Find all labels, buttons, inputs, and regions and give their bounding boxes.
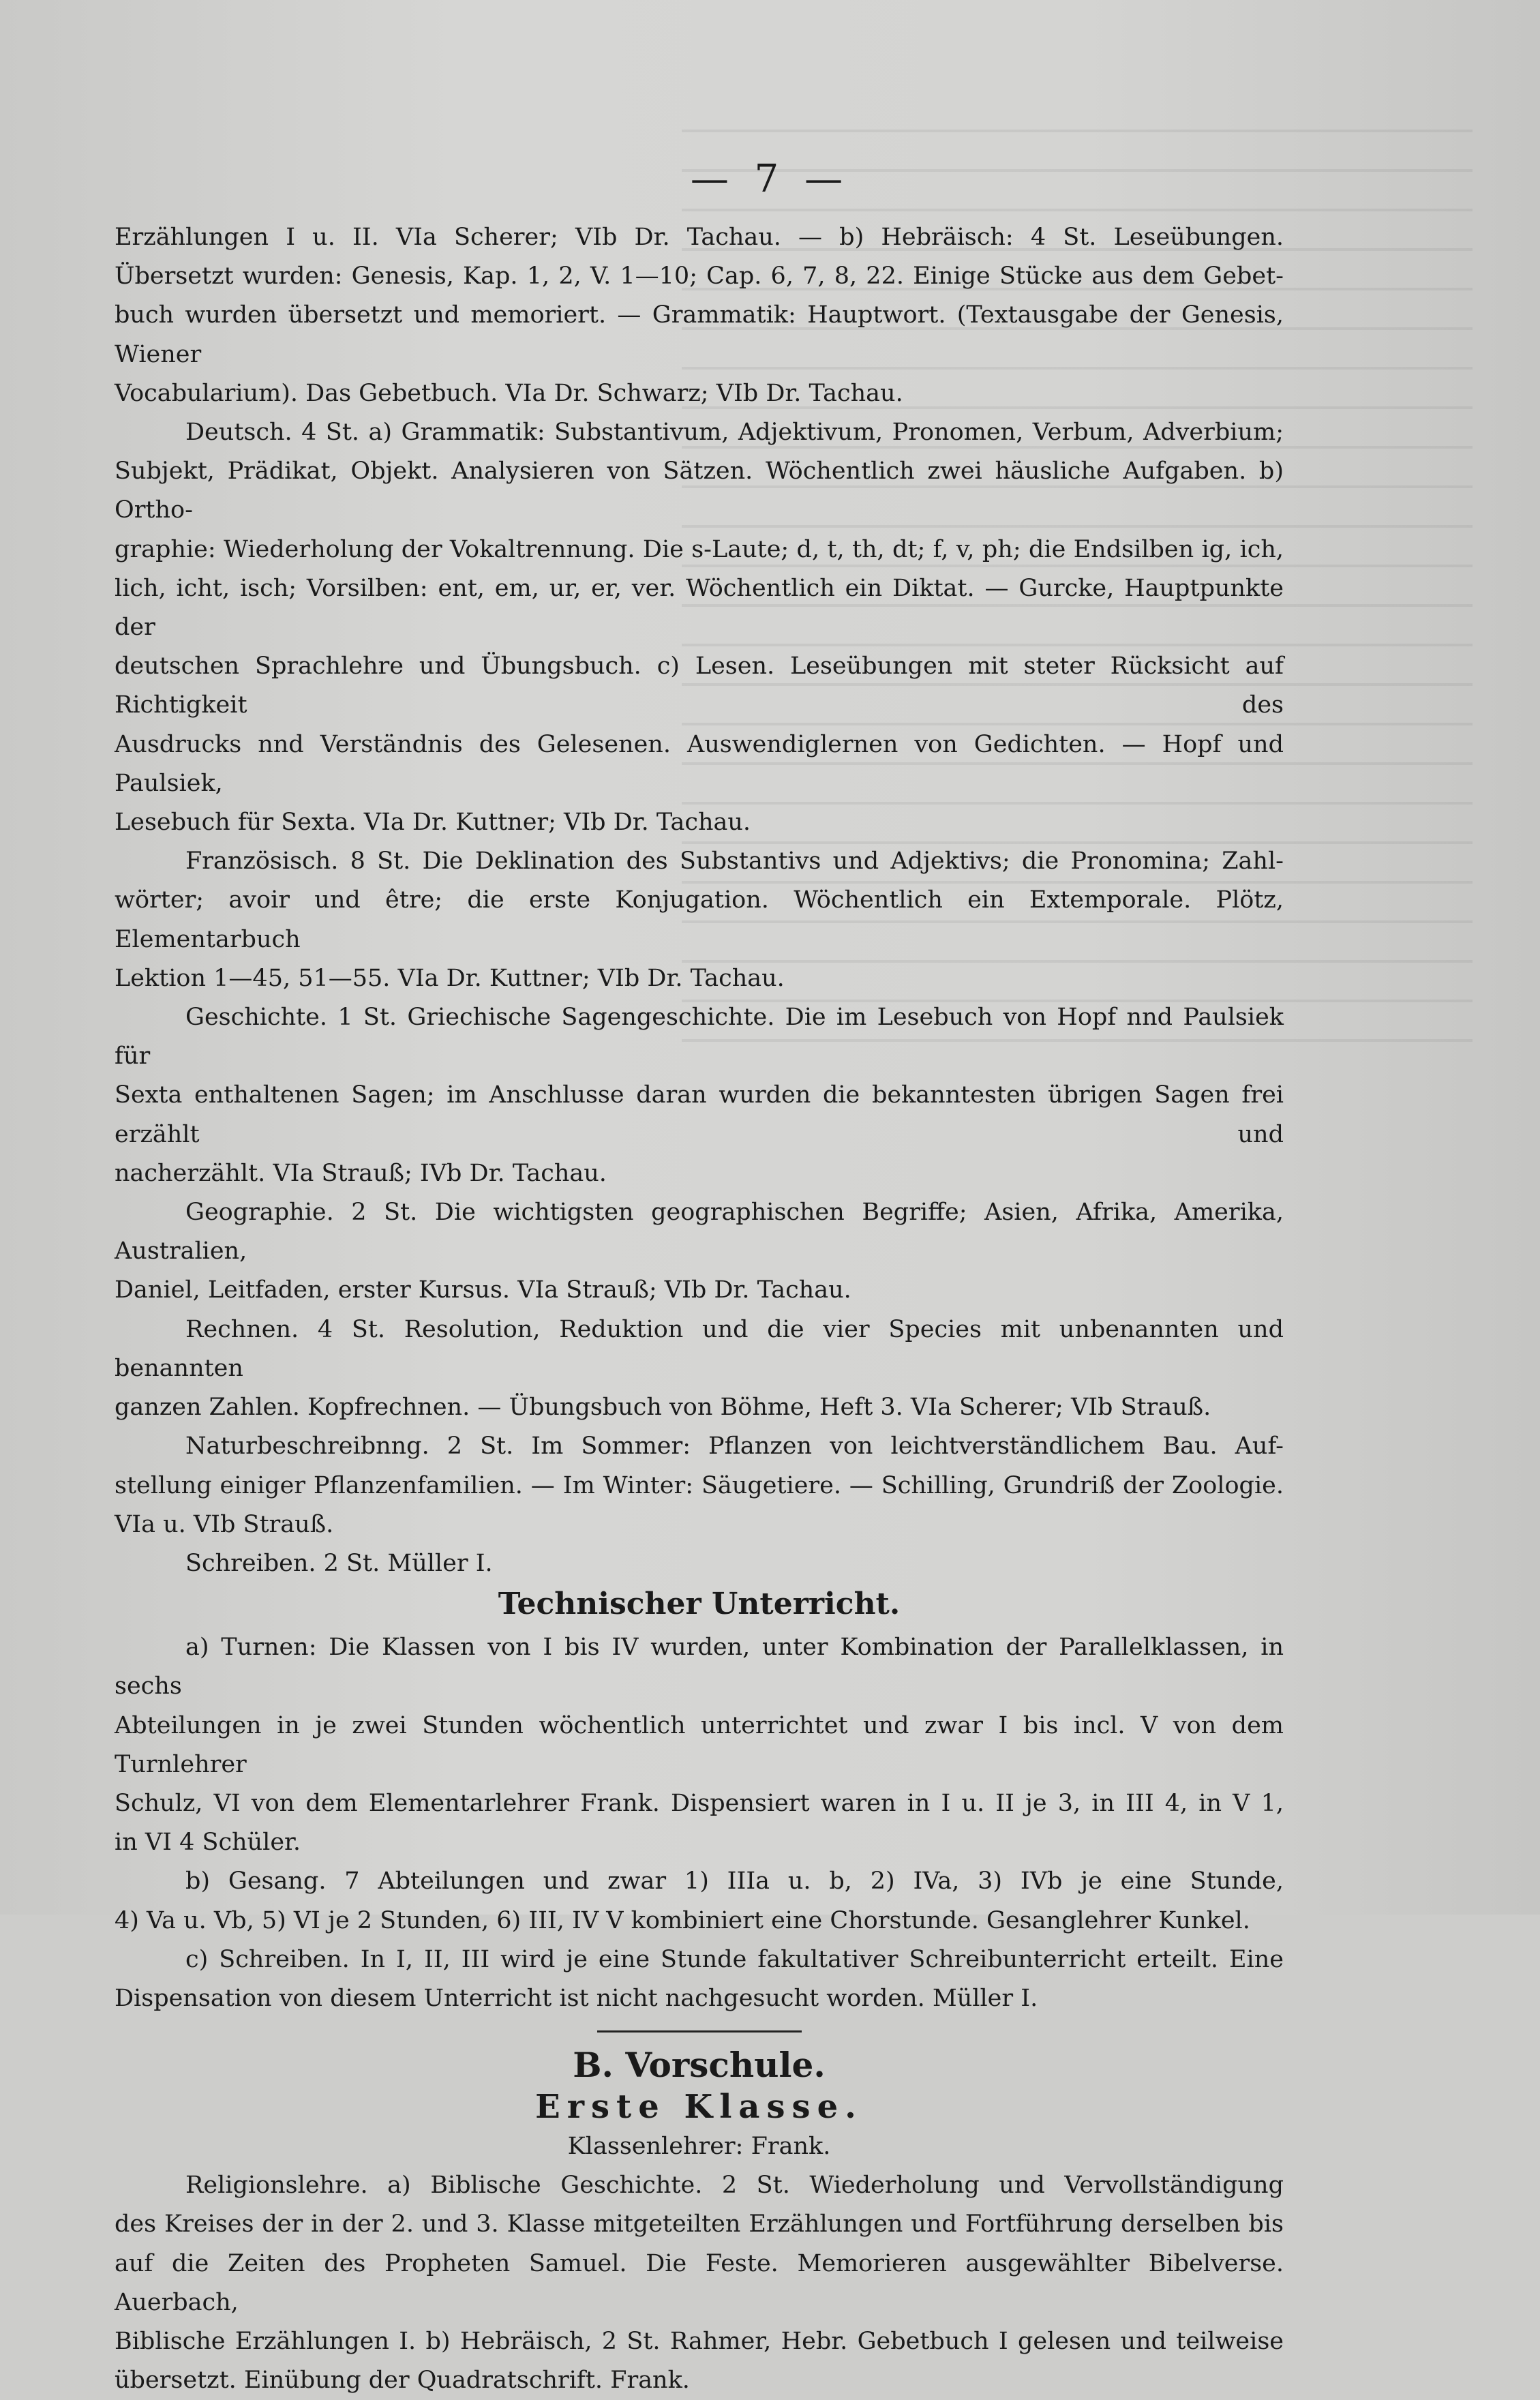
- hebraeisch-line-2: Übersetzt wurden: Genesis, Kap. 1, 2, V. 1—10; Cap. 6, 7, 8, 22. Einige Stücke aus dem Gebet-: [115, 262, 1284, 290]
- turnen-line: Schulz, VI von dem Elementarlehrer Frank. Dispensiert waren in I u. II je 3, in III 4, in V 1,: [115, 1789, 1284, 1817]
- deutsch-line: graphie: Wiederholung der Vokaltrennung. Die s-Laute; d, t, th, dt; f, v, ph; die Endsilben ig, ich,: [115, 535, 1284, 563]
- deutsch-line: Deutsch. 4 St. a) Grammatik: Substantivum, Adjektivum, Pronomen, Verbum, Adverbium;: [185, 419, 1284, 447]
- rechnen-line: ganzen Zahlen. Kopfrechnen. — Übungsbuch von Böhme, Heft 3. VIa Scherer; VIb Strauß.: [115, 1394, 1211, 1422]
- hebraeisch-line-4: Vocabularium). Das Gebetbuch. VIa Dr. Schwarz; VIb Dr. Tachau.: [115, 379, 903, 407]
- religionslehre-line: Religionslehre. a) Biblische Geschichte. 2 St. Wiederholung und Vervollständigung: [185, 2172, 1284, 2200]
- rechnen-line: Rechnen. 4 St. Resolution, Reduktion und die vier Species mit unbenannten und benannten: [115, 1315, 1284, 1382]
- geschichte-line: Sexta enthaltenen Sagen; im Anschlusse daran wurden die bekanntesten übrigen Sagen frei erzählt und: [115, 1081, 1284, 1148]
- turnen-line: in VI 4 Schüler.: [115, 1829, 301, 1857]
- franzoesisch-line: Französisch. 8 St. Die Deklination des Substantivs und Adjektivs; die Pronomina; Zahl-: [185, 847, 1284, 875]
- page-number: — 7 —: [690, 157, 850, 201]
- geographie-line: Daniel, Leitfaden, erster Kursus. VIa Strauß; VIb Dr. Tachau.: [115, 1276, 851, 1304]
- geographie-line: Geographie. 2 St. Die wichtigsten geographischen Begriffe; Asien, Afrika, Amerika, Australien,: [115, 1199, 1284, 1265]
- deutsch-line: Ausdrucks nnd Verständnis des Gelesenen. Auswendiglernen von Gedichten. — Hopf und Paulsiek,: [115, 730, 1284, 797]
- franzoesisch-line: Lektion 1—45, 51—55. VIa Dr. Kuttner; VIb Dr. Tachau.: [115, 964, 785, 992]
- naturbeschreibung-line: stellung einiger Pflanzenfamilien. — Im Winter: Säugetiere. — Schilling, Grundriß der Zoologie.: [115, 1471, 1284, 1499]
- geschichte-line: nacherzählt. VIa Strauß; IVb Dr. Tachau.: [115, 1159, 607, 1187]
- hebraeisch-line-1: Erzählungen I u. II. VIa Scherer; VIb Dr. Tachau. — b) Hebräisch: 4 St. Leseübungen.: [115, 224, 1284, 251]
- religionslehre-line: des Kreises der in der 2. und 3. Klasse mitgeteilten Erzählungen und Fortführung derselben bis: [115, 2210, 1284, 2238]
- vorschule-heading: B. Vorschule.: [573, 2045, 826, 2086]
- klassenlehrer-line: Klassenlehrer: Frank.: [567, 2133, 831, 2161]
- schreibunterricht-line: Dispensation von diesem Unterricht ist nicht nachgesucht worden. Müller I.: [115, 1984, 1038, 2012]
- deutsch-line: Subjekt, Prädikat, Objekt. Analysieren von Sätzen. Wöchentlich zwei häusliche Aufgaben. b) Ortho-: [115, 457, 1284, 524]
- erste-klasse-heading: Erste Klasse.: [535, 2088, 863, 2127]
- franzoesisch-line: wörter; avoir und être; die erste Konjugation. Wöchentlich ein Extemporale. Plötz, Elementarbuch: [115, 886, 1284, 953]
- religionslehre-line: übersetzt. Einübung der Quadratschrift. Frank.: [115, 2367, 690, 2395]
- hebraeisch-line-3: buch wurden übersetzt und memoriert. — Grammatik: Hauptwort. (Textausgabe der Genesis, Wiener: [115, 301, 1284, 368]
- turnen-line: Abteilungen in je zwei Stunden wöchentlich unterrichtet und zwar I bis incl. V von dem Turnlehrer: [115, 1711, 1284, 1778]
- turnen-line: a) Turnen: Die Klassen von I bis IV wurden, unter Kombination der Parallelklassen, in sechs: [115, 1634, 1284, 1700]
- gesang-line: b) Gesang. 7 Abteilungen und zwar 1) IIIa u. b, 2) IVa, 3) IVb je eine Stunde,: [185, 1867, 1284, 1895]
- geschichte-line: Geschichte. 1 St. Griechische Sagengeschichte. Die im Lesebuch von Hopf nnd Paulsiek für: [115, 1004, 1284, 1070]
- deutsch-line: Lesebuch für Sexta. VIa Dr. Kuttner; VIb Dr. Tachau.: [115, 809, 751, 837]
- naturbeschreibung-line: VIa u. VIb Strauß.: [115, 1510, 334, 1538]
- naturbeschreibung-line: Naturbeschreibnng. 2 St. Im Sommer: Pflanzen von leichtverständlichem Bau. Auf-: [185, 1432, 1284, 1460]
- deutsch-line: lich, icht, isch; Vorsilben: ent, em, ur, er, ver. Wöchentlich ein Diktat. — Gurcke, Hauptpunkte der: [115, 574, 1284, 642]
- schreiben-line: Schreiben. 2 St. Müller I.: [185, 1549, 493, 1577]
- page-body: [115, 218, 1284, 2400]
- schreibunterricht-line: c) Schreiben. In I, II, III wird je eine Stunde fakultativer Schreibunterricht erteilt. Eine: [185, 1945, 1284, 1973]
- section-divider: [597, 2030, 802, 2032]
- religionslehre-line: Biblische Erzählungen I. b) Hebräisch, 2 St. Rahmer, Hebr. Gebetbuch I gelesen und teilweise: [115, 2327, 1284, 2355]
- deutsch-line: deutschen Sprachlehre und Übungsbuch. c) Lesen. Leseübungen mit steter Rücksicht auf Richtigkeit des: [115, 652, 1284, 719]
- technischer-unterricht-heading: Technischer Unterricht.: [498, 1587, 901, 1622]
- religionslehre-line: auf die Zeiten des Propheten Samuel. Die Feste. Memorieren ausgewählter Bibelverse. Auerbach,: [115, 2249, 1284, 2316]
- gesang-line: 4) Va u. Vb, 5) VI je 2 Stunden, 6) III, IV V kombiniert eine Chorstunde. Gesanglehrer Kunkel.: [115, 1906, 1250, 1934]
